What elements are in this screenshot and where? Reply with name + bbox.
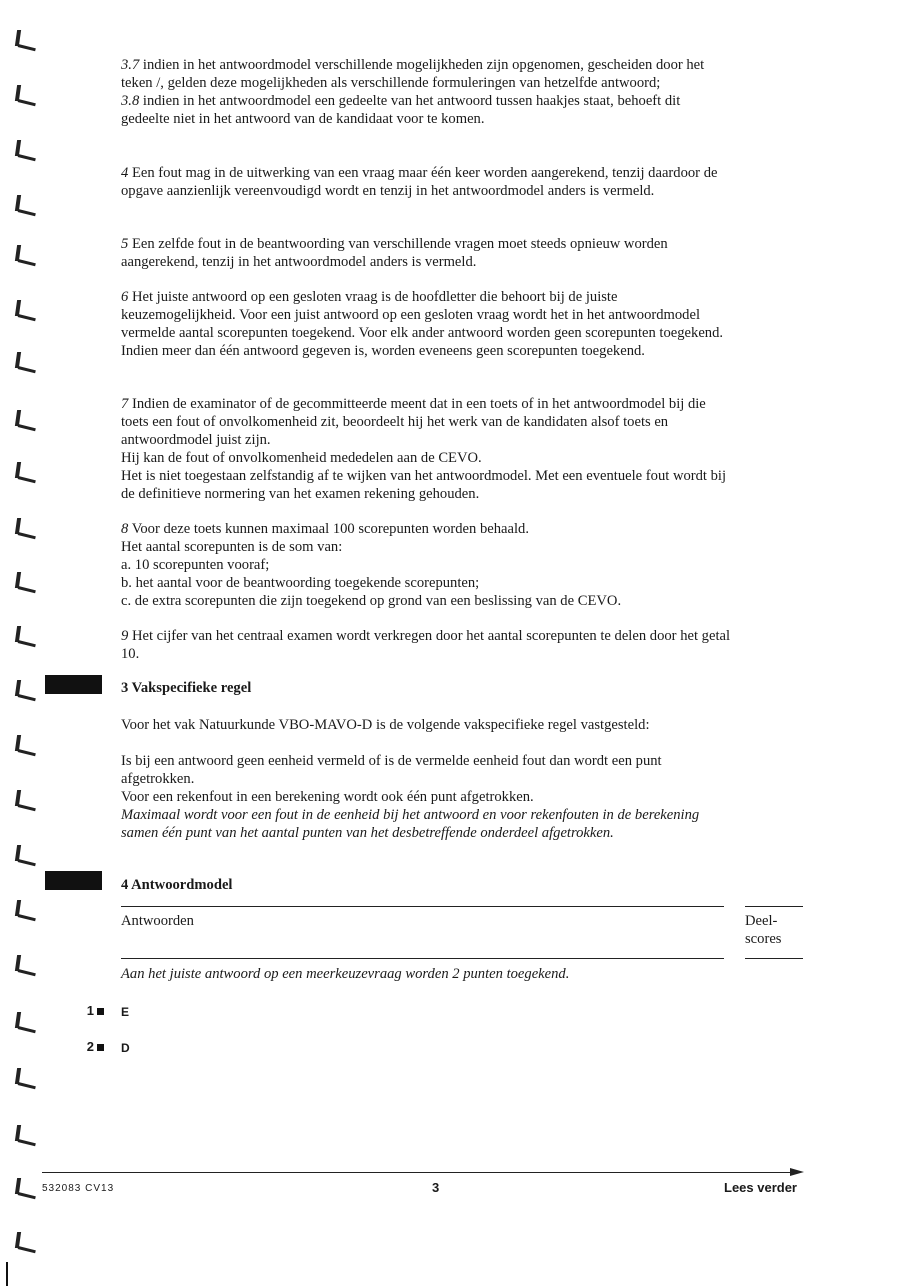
margin-tick-mark — [6, 845, 36, 869]
section-marker-bar — [45, 871, 102, 890]
margin-tick-mark — [6, 626, 36, 650]
rule-3-7-3-8 — [121, 56, 731, 128]
column-header-answers: Antwoorden — [121, 913, 194, 929]
rule-number: 5 — [121, 236, 129, 252]
rule-list-item: c. de extra scorepunten die zijn toegekend op grond van een beslissing van de CEVO. — [121, 593, 622, 609]
rule-text: Een fout mag in de uitwerking van een vraag maar één keer worden aangerekend, tenzij daardoor de opgave aanzienlijk vereenvoudigd wordt en tenzij in het antwoordmodel anders is vermeld. — [121, 165, 718, 199]
rule-text: Een zelfde fout in de beantwoording van verschillende vragen moet steeds opnieuw worden aangerekend, tenzij in het antwoordmodel anders is vermeld. — [121, 236, 668, 270]
rule-list-item: a. 10 scorepunten vooraf; — [121, 557, 270, 573]
margin-tick-mark — [6, 195, 36, 219]
rule-7 — [121, 395, 731, 503]
margin-tick-mark — [6, 1178, 36, 1202]
section-3-rule — [121, 752, 731, 842]
arrow-right-icon — [790, 1168, 804, 1176]
margin-tick-mark — [6, 462, 36, 486]
margin-tick-mark — [6, 85, 36, 109]
rule-6 — [121, 288, 731, 360]
section-3-title: 3 Vakspecifieke regel — [121, 680, 252, 696]
margin-tick-mark — [6, 1068, 36, 1092]
rule-8 — [121, 520, 731, 610]
question-number: 1 — [86, 1003, 94, 1018]
section-4-title: 4 Antwoordmodel — [121, 877, 233, 893]
margin-tick-mark — [6, 518, 36, 542]
section-3-text-italic: Maximaal wordt voor een fout in de eenheid bij het antwoord en voor rekenfouten in de berekening samen één punt van het aantal punten van het desbetreffende onderdeel afgetrokken. — [121, 807, 700, 841]
margin-tick-mark — [6, 900, 36, 924]
table-rule-top — [121, 906, 724, 907]
margin-tick-mark — [6, 735, 36, 759]
section-3-intro: Voor het vak Natuurkunde VBO-MAVO-D is de volgende vakspecifieke regel vastgesteld: — [121, 717, 650, 733]
margin-tick-mark — [6, 1232, 36, 1256]
rule-text: indien in het antwoordmodel een gedeelte van het antwoord tussen haakjes staat, behoeft dit gedeelte niet in het antwoord van de kandidaat voor te komen. — [121, 93, 681, 127]
rule-text: Indien de examinator of de gecommitteerde meent dat in een toets of in het antwoordmodel bij die toets een fout of onvolkomenheid zit, beoordeelt hij het werk van de kandidaten alsof toets en antwoordmodel juist zijn. — [121, 396, 706, 448]
margin-tick-mark — [6, 1125, 36, 1149]
margin-tick-mark — [6, 30, 36, 54]
rule-number: 3.7 — [121, 57, 140, 73]
section-marker-bar — [45, 675, 102, 694]
margin-tick-mark — [6, 680, 36, 704]
rule-number: 8 — [121, 521, 129, 537]
table-rule-top-scores — [745, 906, 803, 907]
answer-model-note: Aan het juiste antwoord op een meerkeuzevraag worden 2 punten toegekend. — [121, 966, 570, 982]
margin-tick-mark — [6, 140, 36, 164]
rule-list-item: b. het aantal voor de beantwoording toegekende scorepunten; — [121, 575, 480, 591]
table-rule-bottom-scores — [745, 958, 803, 959]
question-bullet — [97, 1044, 104, 1051]
section-3-body — [121, 716, 731, 734]
question-answer: E — [121, 1005, 130, 1019]
rule-number: 9 — [121, 628, 129, 644]
margin-tick-mark — [6, 245, 36, 269]
question-answer: D — [121, 1041, 130, 1055]
rule-text: Het aantal scorepunten is de som van: — [121, 539, 343, 555]
section-3-text: Voor een rekenfout in een berekening wordt ook één punt afgetrokken. — [121, 789, 534, 805]
column-header-scores: Deel-scores — [745, 913, 782, 947]
margin-tick-mark — [6, 790, 36, 814]
margin-tick-mark — [6, 1012, 36, 1036]
page-number: 3 — [432, 1180, 440, 1195]
rule-text: Het is niet toegestaan zelfstandig af te wijken van het antwoordmodel. Met een eventuele fout wordt bij de definitieve normering van het examen rekening gehouden. — [121, 468, 727, 502]
rule-number: 6 — [121, 289, 129, 305]
table-rule-bottom — [121, 958, 724, 959]
question-bullet — [97, 1008, 104, 1015]
rule-number: 4 — [121, 165, 129, 181]
rule-text: Het juiste antwoord op een gesloten vraag is de hoofdletter die behoort bij de juiste keuzemogelijkheid. Voor een juist antwoord op een gesloten vraag wordt het in het antwoordmodel vermelde aantal scorepunten toegekend. Voor elk ander antwoord worden geen scorepunten toegekend. — [121, 289, 724, 341]
rule-text: Voor deze toets kunnen maximaal 100 scorepunten worden behaald. — [131, 521, 529, 537]
margin-tick-mark — [6, 352, 36, 376]
margin-tick-mark — [6, 410, 36, 434]
rule-text: Hij kan de fout of onvolkomenheid mededelen aan de CEVO. — [121, 450, 482, 466]
margin-tick-mark — [6, 955, 36, 979]
margin-tick-mark — [6, 300, 36, 324]
margin-line — [6, 1262, 8, 1286]
rule-5 — [121, 235, 731, 271]
section-3-text: Is bij een antwoord geen eenheid vermeld of is de vermelde eenheid fout dan wordt een punt afgetrokken. — [121, 753, 662, 787]
rule-text: Het cijfer van het centraal examen wordt verkregen door het aantal scorepunten te delen door het getal 10. — [121, 628, 731, 662]
margin-tick-mark — [6, 572, 36, 596]
rule-number: 7 — [121, 396, 129, 412]
question-number: 2 — [86, 1039, 94, 1054]
continue-label: Lees verder — [724, 1180, 797, 1195]
rule-number: 3.8 — [121, 93, 140, 109]
rule-text: indien in het antwoordmodel verschillende mogelijkheden zijn opgenomen, gescheiden door het teken /, gelden deze mogelijkheden als verschillende formuleringen van hetzelfde antwoord; — [121, 57, 705, 91]
rule-9 — [121, 627, 731, 663]
rule-text: Indien meer dan één antwoord gegeven is, worden eveneens geen scorepunten toegekend. — [121, 343, 645, 359]
rule-4 — [121, 164, 731, 200]
footer-document-code: 532083 CV13 — [42, 1183, 115, 1194]
footer-rule — [42, 1172, 792, 1173]
